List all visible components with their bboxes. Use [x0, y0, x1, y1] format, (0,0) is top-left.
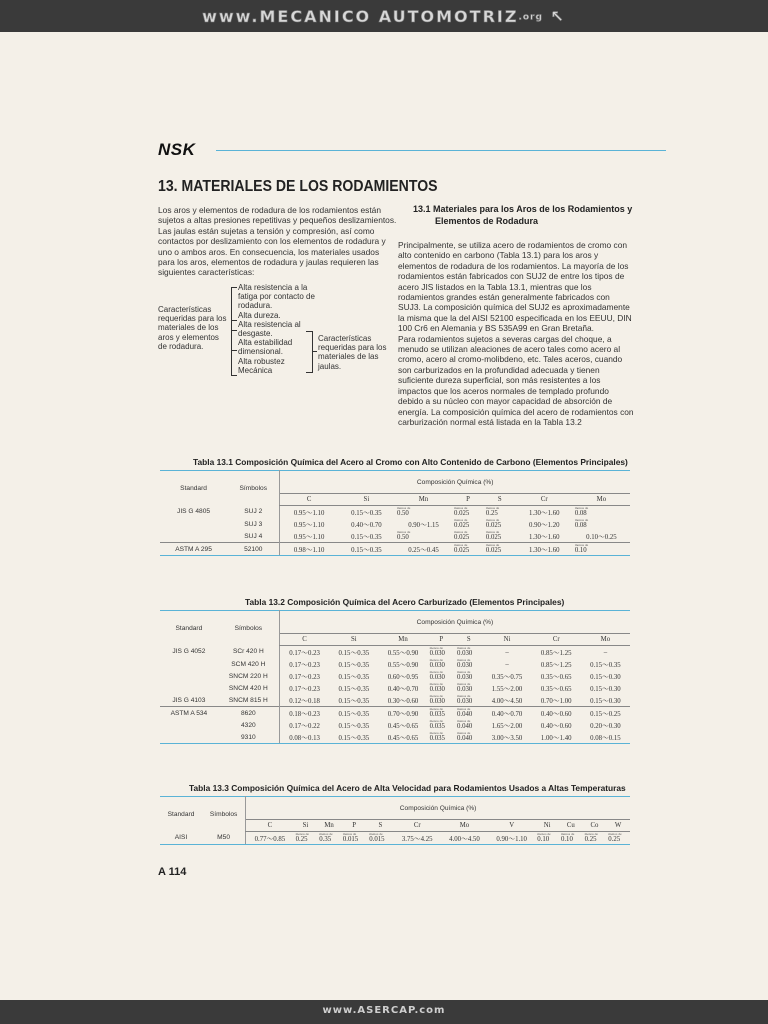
nsk-logo: NSK [158, 140, 196, 159]
requirements-diagram [158, 283, 388, 393]
max-value: 0.08 [574, 510, 587, 518]
max-label: menos de [457, 693, 471, 698]
max-label: menos de [429, 718, 443, 723]
table-row [160, 682, 630, 694]
table-row [160, 543, 630, 556]
max-label: menos de [485, 505, 500, 510]
column-header-element: Mo [441, 820, 488, 832]
max-label: menos de [454, 542, 468, 547]
max-value: 0.030 [429, 674, 445, 682]
cell-value: 4.00～4.50 [441, 832, 488, 845]
max-value: 0.025 [454, 534, 470, 542]
table-row [160, 719, 630, 731]
table-row [160, 694, 630, 707]
cell-standard: ASTM A 295 [160, 543, 227, 556]
max-value: 0.030 [457, 674, 473, 682]
column-header-element: Mo [573, 494, 630, 506]
column-header-composition: Composición Química (%) [280, 471, 630, 494]
max-value: 0.10 [537, 836, 550, 844]
cell-value: 1.30～1.60 [528, 510, 560, 517]
cell-value: 0.77～0.85 [246, 832, 294, 845]
section-title-line: 13.1 Materiales para los Aros de los Rodamientos y [413, 204, 633, 214]
max-value: 0.035 [429, 735, 445, 743]
cell-value: 0.35～0.65 [540, 674, 572, 681]
cell-value: 4.00～4.50 [491, 698, 523, 705]
max-label: menos de [429, 706, 443, 711]
column-header-element: S [367, 820, 393, 832]
cell-value: – [505, 648, 509, 656]
cell-value [535, 832, 559, 845]
max-label: menos de [369, 831, 383, 836]
cell-symbol: SUJ 2 [244, 508, 263, 516]
column-header-element: Cr [516, 494, 573, 506]
cell-value: 0.55～0.90 [387, 662, 419, 669]
table-13-1 [160, 470, 630, 556]
cell-standard [160, 670, 218, 682]
table-row [160, 670, 630, 682]
cell-value [428, 694, 455, 707]
cell-value [452, 518, 484, 530]
watermark-text: www.MECANICO AUTOMOTRIZ [202, 7, 519, 26]
column-header-element: Ni [535, 820, 559, 832]
max-label: menos de [608, 831, 622, 836]
cell-symbol: M50 [202, 832, 246, 845]
diagram-item: Alta robustez Mecánica [238, 356, 285, 375]
diagram-tick [231, 375, 237, 376]
top-watermark [0, 7, 768, 26]
cell-value [573, 506, 630, 519]
cell-value: 0.95～1.10 [280, 506, 338, 519]
cell-value: 0.25～0.45 [395, 543, 452, 556]
section-title [413, 203, 643, 227]
column-header-element: P [452, 494, 484, 506]
diagram-left-label: Características requeridas para los materiales de los aros y elementos de rodadura. [158, 305, 227, 351]
cell-value: 0.15～0.35 [338, 650, 370, 657]
cell-value [428, 670, 455, 682]
max-label: menos de [485, 542, 500, 547]
column-header-element: Mn [378, 634, 427, 646]
column-header-standard: Standard [180, 484, 207, 492]
max-value: 0.08 [574, 522, 587, 530]
cell-value [484, 543, 516, 556]
cell-standard: JIS G 4052 [172, 648, 206, 656]
max-label: menos de [429, 693, 443, 698]
cell-value: 0.55～0.90 [387, 650, 419, 657]
cell-value [455, 682, 482, 694]
cell-value: 0.40～0.70 [482, 707, 531, 720]
cell-standard [160, 731, 218, 744]
cell-value: 0.45～0.65 [387, 723, 419, 730]
cell-value [455, 707, 482, 720]
cell-value: 0.15～0.35 [338, 543, 395, 556]
page-number: A 114 [158, 866, 187, 878]
cell-value: 0.45～0.65 [378, 731, 427, 744]
cell-value: 0.18～0.23 [279, 707, 329, 720]
cell-value: 1.65～2.00 [491, 723, 523, 730]
max-value: 0.25 [485, 510, 498, 518]
column-header-element: V [488, 820, 535, 832]
cell-value: 0.15～0.35 [338, 662, 370, 669]
max-label: menos de [485, 517, 500, 522]
max-label: menos de [319, 831, 333, 836]
column-header-element: Mn [395, 494, 452, 506]
column-header-element: C [279, 634, 329, 646]
cell-value: 0.15～0.35 [338, 686, 370, 693]
max-label: menos de [396, 505, 411, 510]
cell-symbol: SCM 420 H [231, 660, 266, 668]
max-label: menos de [584, 831, 598, 836]
cell-value [428, 658, 455, 670]
cell-symbol: SCr 420 H [232, 648, 264, 656]
column-header-element: S [484, 494, 516, 506]
cell-value: 0.17～0.22 [279, 719, 329, 731]
table-13-2 [160, 610, 630, 744]
column-header-composition: Composición Química (%) [279, 611, 630, 634]
column-header-element: Cr [394, 820, 441, 832]
cell-value: 0.35～0.65 [540, 686, 572, 693]
table-row [160, 707, 630, 720]
diagram-bracket [231, 287, 238, 375]
max-value: 0.030 [429, 662, 445, 670]
max-value: 0.015 [342, 836, 359, 844]
cell-value: 3.00～3.50 [482, 731, 531, 744]
cell-standard: JIS G 4103 [172, 696, 206, 704]
cell-standard: AISI [160, 832, 202, 845]
cell-value: 0.35～0.75 [491, 674, 523, 681]
max-value: 0.030 [457, 698, 473, 706]
cell-value: 0.40～0.70 [351, 522, 382, 529]
column-header-element: Co [583, 820, 607, 832]
cell-value [452, 543, 484, 556]
column-header-standard: Standard [175, 624, 203, 632]
watermark-suffix: .org [518, 12, 543, 23]
max-value: 0.025 [454, 510, 470, 518]
cell-value: 0.40～0.60 [532, 707, 581, 720]
cell-value: 0.10～0.25 [586, 534, 617, 541]
max-label: menos de [342, 831, 357, 836]
max-label: menos de [485, 529, 500, 534]
max-label: menos de [457, 706, 471, 711]
column-header-symbols: Símbolos [234, 624, 263, 632]
cell-value: 0.95～1.10 [280, 530, 338, 543]
max-value: 0.040 [457, 735, 473, 743]
cell-value [428, 719, 455, 731]
table-row [160, 646, 630, 659]
max-label: menos de [457, 718, 471, 723]
diagram-right-bracket [306, 331, 313, 373]
cell-value: 0.15～0.30 [590, 674, 621, 681]
table-row [160, 731, 630, 744]
max-label: menos de [457, 669, 471, 674]
cell-value: 0.15～0.35 [351, 510, 382, 517]
cell-standard [160, 518, 227, 530]
cell-value: 0.98～1.10 [280, 543, 338, 556]
table-13-2-caption: Tabla 13.2 Composición Química del Acero Carburizado (Elementos Principales) [245, 597, 565, 607]
table-13-1-caption: Tabla 13.1 Composición Química del Acero al Cromo con Alto Contenido de Carbono (Elementos Principales) [193, 457, 628, 467]
cell-value: 0.85～1.25 [540, 650, 572, 657]
table-header-row [160, 611, 630, 634]
max-label: menos de [457, 730, 471, 735]
diagram-tick [231, 350, 237, 351]
cell-value [484, 530, 516, 543]
max-value: 0.25 [295, 836, 308, 844]
cell-value: 0.15～0.35 [590, 662, 621, 669]
column-header-element: Cr [532, 634, 581, 646]
max-value: 0.35 [319, 836, 332, 844]
column-header-composition: Composición Química (%) [246, 797, 630, 820]
cell-value: 0.90～1.10 [488, 832, 535, 845]
section-paragraph: Para rodamientos sujetos a severas cargas del choque, a menudo se utilizan aleaciones de acero tales como acero al cromo, acero al cromo-molibdeno, etc. Tales aceros, cuando son carburizados en la profundidad adecuada y tienen suficiente dureza superficial, son más resistentes a los impactos que los aceros normales de templado profundo debido a su núcleo con mayor capacidad de absorción de energía. La composición química del acero de rodamientos con carburización normal está listada en la Tabla 13.2 [398, 333, 634, 427]
cell-value [452, 506, 484, 519]
cell-value: 0.15～0.35 [338, 723, 370, 730]
max-label: menos de [396, 529, 411, 534]
cell-symbol: 52100 [227, 543, 280, 556]
max-label: menos de [295, 831, 309, 836]
cell-symbol: SNCM 815 H [228, 696, 268, 704]
cell-value [395, 530, 452, 543]
max-label: menos de [457, 681, 471, 686]
table-row [160, 832, 630, 845]
column-header-symbols: Símbolos [209, 810, 238, 818]
cell-value: 0.08～0.15 [581, 731, 630, 744]
cell-value: 0.30～0.60 [387, 698, 419, 705]
table-row [160, 658, 630, 670]
max-value: 0.035 [429, 723, 445, 731]
column-header-symbols: Símbolos [239, 484, 268, 492]
cell-value [428, 731, 455, 744]
table-row [160, 530, 630, 543]
cell-value: 0.15～0.25 [581, 707, 630, 720]
column-header-element: S [455, 634, 482, 646]
column-header-element: P [341, 820, 367, 832]
cell-value: 0.15～0.35 [351, 534, 382, 541]
cell-value: 0.40～0.60 [540, 723, 572, 730]
cell-value: 0.85～1.25 [540, 662, 572, 669]
max-value: 0.030 [457, 650, 473, 658]
cell-symbol: SNCM 220 H [228, 672, 268, 680]
cell-value: 0.15～0.35 [329, 707, 378, 720]
max-value: 0.50 [396, 510, 409, 518]
cell-value: 0.95～1.10 [280, 518, 338, 530]
cell-symbol: SUJ 4 [244, 532, 263, 540]
cell-value: 0.90～1.15 [408, 522, 439, 529]
cell-value: 1.55～2.00 [491, 686, 523, 693]
max-value: 0.030 [457, 662, 473, 670]
cell-value [428, 707, 455, 720]
column-header-element: C [280, 494, 338, 506]
max-value: 0.10 [560, 836, 573, 844]
cell-standard [160, 682, 218, 694]
diagram-right-label: Características requeridas para los materiales de las jaulas. [318, 334, 387, 371]
cell-value: 0.60～0.95 [387, 674, 419, 681]
max-value: 0.040 [457, 723, 473, 731]
cell-value: 0.70～1.00 [540, 698, 572, 705]
cell-value: 0.12～0.18 [279, 694, 329, 707]
diagram-tick [231, 287, 237, 288]
max-value: 0.50 [396, 534, 409, 542]
cell-value [455, 658, 482, 670]
max-label: menos de [454, 529, 468, 534]
diagram-item: Alta estabilidad dimensional. [238, 338, 293, 357]
table-header-row [160, 797, 630, 820]
cell-value: 1.00～1.40 [532, 731, 581, 744]
max-value: 0.040 [457, 711, 473, 719]
cell-symbol: SNCM 420 H [228, 684, 268, 692]
max-label: menos de [454, 505, 468, 510]
header-rule [216, 150, 666, 151]
cell-value: 0.17～0.23 [279, 682, 329, 694]
cell-symbol: 9310 [218, 731, 280, 744]
max-label: menos de [429, 657, 443, 662]
cell-value: – [505, 660, 509, 668]
max-label: menos de [574, 505, 589, 510]
table-row [160, 506, 630, 519]
section-paragraph: Principalmente, se utiliza acero de rodamientos de cromo con alto contenido en carbono (Tabla 13.1) para los aros y elementos de rodadura de los rodamientos. La mayoría de los rodamientos están fabricados con SUJ2 de entre los tipos de acero JIS listados en la Tabla 13.1, mientras que los rodamientos grandes están generalmente fabricados con SUJ3. La composición química del SUJ2 es aproximadamente la misma que la del AISI 52100 especificada en los EEUU, DIN 100 Cr6 en Alemania y BS 535A99 en Gran Bretaña. [398, 240, 632, 334]
cell-value: 0.08～0.13 [279, 731, 329, 744]
cell-standard [160, 658, 218, 670]
max-label: menos de [457, 645, 471, 650]
cell-value: 0.90～1.20 [528, 522, 560, 529]
column-header-element: Ni [482, 634, 531, 646]
cell-value: 0.17～0.23 [279, 646, 329, 659]
cell-value: 1.30～1.60 [516, 543, 573, 556]
max-label: menos de [429, 645, 443, 650]
intro-paragraph: Los aros y elementos de rodadura de los rodamientos están sujetos a altas presiones repetitivas y pequeños deslizamientos. Las jaulas están sujetas a tensión y compresión, así como contactos por deslizamiento con los elementos de rodadura y uno o ambos aros. En consecuencia, los materiales usados para los aros, elementos de rodadura y jaulas requieren las siguientes características: [158, 205, 397, 278]
cell-value [484, 506, 516, 519]
cell-value [395, 506, 452, 519]
cell-value: 0.40～0.70 [387, 686, 419, 693]
max-label: menos de [457, 657, 471, 662]
column-header-element: Mo [581, 634, 630, 646]
cell-value [367, 832, 393, 845]
cell-value [573, 543, 630, 556]
cell-value: 0.15～0.35 [338, 698, 370, 705]
diagram-item: Alta resistencia a la fatiga por contacto de rodadura. [238, 283, 315, 311]
max-label: menos de [574, 517, 589, 522]
max-label: menos de [560, 831, 575, 836]
cell-value: 0.15～0.30 [590, 686, 621, 693]
diagram-tick [231, 320, 237, 321]
section-body [398, 240, 634, 427]
cell-value: 0.20～0.30 [590, 723, 621, 730]
column-header-element: Si [338, 494, 395, 506]
cell-value [455, 646, 482, 659]
max-value: 0.025 [454, 522, 470, 530]
column-header-element: Cu [559, 820, 583, 832]
diagram-tick [231, 330, 237, 331]
cell-value [428, 646, 455, 659]
cell-value: 0.17～0.23 [279, 670, 329, 682]
bottom-watermark: www.ASERCAP.com [322, 1005, 446, 1016]
max-value: 0.015 [369, 836, 385, 844]
cell-value [341, 832, 367, 845]
max-label: menos de [429, 681, 443, 686]
column-header-element: P [428, 634, 455, 646]
cell-standard: ASTM A 534 [160, 707, 218, 720]
cell-value [455, 731, 482, 744]
cell-value [428, 682, 455, 694]
table-header-row [160, 471, 630, 494]
max-label: menos de [429, 669, 443, 674]
cell-value [484, 518, 516, 530]
cell-value: 1.30～1.60 [528, 534, 560, 541]
column-header-element: Si [329, 634, 378, 646]
column-header-element: C [246, 820, 294, 832]
cell-value [606, 832, 630, 845]
cell-value: 0.15～0.30 [590, 698, 621, 705]
cell-value [294, 832, 318, 845]
max-value: 0.25 [608, 836, 621, 844]
cell-standard [160, 530, 227, 543]
column-header-element: Si [294, 820, 318, 832]
cell-value: – [603, 648, 608, 656]
column-header-standard: Standard [167, 810, 195, 818]
cell-value [452, 530, 484, 543]
max-label: menos de [537, 831, 551, 836]
max-value: 0.030 [429, 686, 445, 694]
table-row [160, 518, 630, 530]
cell-value: 0.70～0.90 [378, 707, 427, 720]
cell-value [455, 670, 482, 682]
cell-symbol: SUJ 3 [244, 520, 263, 528]
page-title: 13. MATERIALES DE LOS RODAMIENTOS [158, 178, 438, 195]
max-value: 0.035 [429, 711, 445, 719]
cell-symbol: 8620 [218, 707, 280, 720]
max-value: 0.030 [457, 686, 473, 694]
max-value: 0.10 [574, 547, 587, 555]
cell-value [455, 719, 482, 731]
cursor-icon: ↖ [550, 7, 566, 26]
max-label: menos de [574, 542, 589, 547]
max-value: 0.030 [429, 698, 445, 706]
table-13-3 [160, 796, 630, 845]
diagram-item: Alta resistencia al desgaste. [238, 319, 301, 339]
cell-value [317, 832, 341, 845]
diagram-tick [312, 351, 317, 352]
section-title-line: Elementos de Rodadura [435, 216, 539, 226]
cell-value [559, 832, 583, 845]
cell-value [455, 694, 482, 707]
table-13-3-caption: Tabla 13.3 Composición Química del Acero de Alta Velocidad para Rodamientos Usados a Altas Temperaturas [189, 783, 626, 793]
max-value: 0.025 [485, 522, 502, 530]
cell-standard: JIS G 4805 [177, 508, 211, 516]
cell-symbol: 4320 [241, 721, 256, 729]
column-header-element: Mn [317, 820, 341, 832]
cell-value [583, 832, 607, 845]
cell-standard [160, 719, 218, 731]
max-label: menos de [454, 517, 468, 522]
max-value: 0.25 [584, 836, 597, 844]
column-header-element: W [606, 820, 630, 832]
cell-value: 0.15～0.35 [338, 674, 370, 681]
cell-value [573, 518, 630, 530]
diagram-item: Alta dureza. [238, 310, 281, 320]
max-label: menos de [429, 730, 443, 735]
max-value: 0.025 [454, 547, 470, 555]
max-value: 0.030 [429, 650, 445, 658]
cell-value: 3.75～4.25 [394, 832, 441, 845]
cell-value: 0.17～0.23 [279, 658, 329, 670]
cell-value: 0.15～0.35 [329, 731, 378, 744]
max-value: 0.025 [485, 534, 502, 542]
max-value: 0.025 [485, 547, 502, 555]
